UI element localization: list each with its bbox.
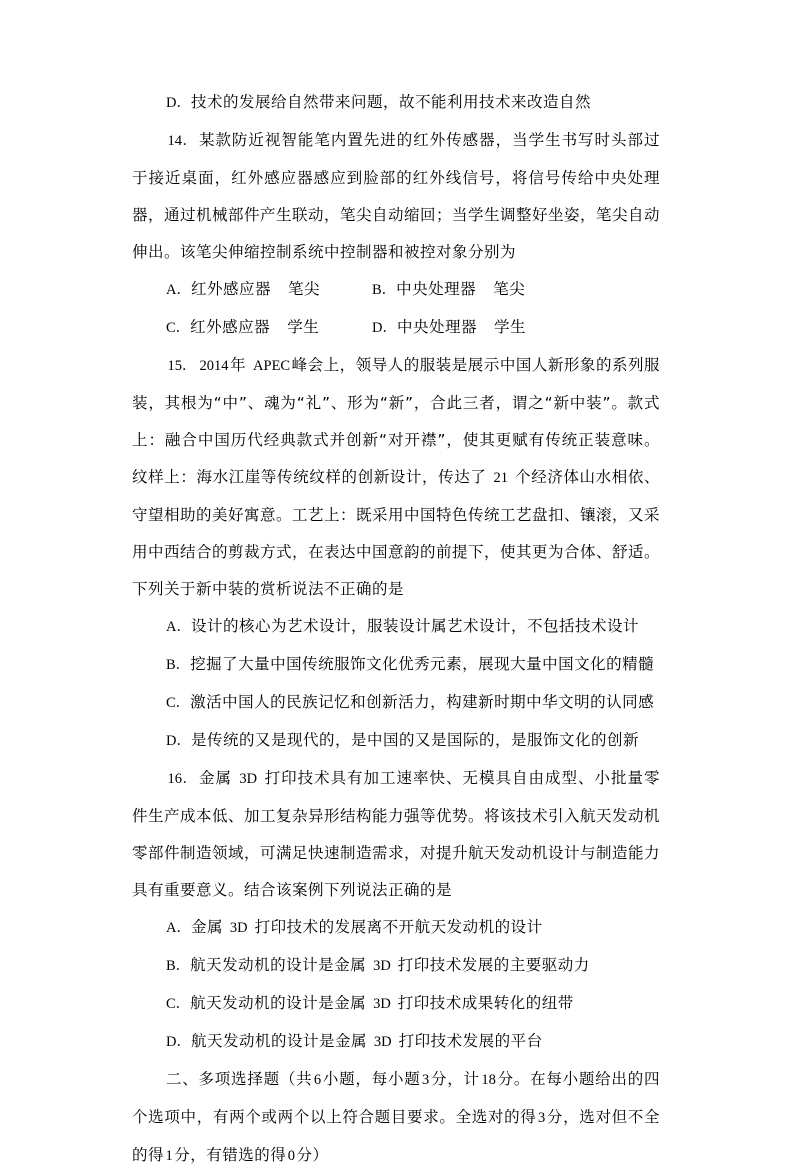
section-heading-part-3: 分，计 <box>430 1070 480 1088</box>
option-text: 挖掘了大量中国传统服饰文化优秀元素，展现大量中国文化的精髓 <box>190 655 655 673</box>
question-15-economy-count: 21 <box>493 470 509 486</box>
option-marker: D． <box>166 95 191 111</box>
option-subject: 中央处理器 <box>396 318 477 336</box>
option-marker: D． <box>372 320 397 336</box>
option-16-a <box>132 909 660 947</box>
option-technology: 3D <box>373 996 391 1012</box>
question-14-option-row-1 <box>132 271 660 309</box>
section-points-wrong: 0 <box>287 1148 296 1164</box>
option-14-c <box>166 309 372 347</box>
option-15-d <box>132 722 660 760</box>
question-14-stem <box>132 122 660 271</box>
question-14-option-row-2 <box>132 309 660 347</box>
question-15-stem-part-4: 个经济体山水相依、守望相助的美好寓意。工艺上：既采用中国特色传统工艺盘扣、镶滚，又采用中西结合的剪裁方式，在表达中国意韵的前提下，使其更为合体、舒适。下列关于新中装的赏析说法不正确的是 <box>132 468 661 598</box>
section-points-full-correct: 3 <box>537 1110 546 1126</box>
section-points-each: 3 <box>422 1072 430 1088</box>
option-16-c <box>132 985 660 1023</box>
option-16-b <box>132 947 660 985</box>
section-points-partial: 1 <box>165 1148 173 1164</box>
question-16-number: 16． <box>167 771 198 787</box>
section-points-total: 18 <box>481 1072 496 1088</box>
option-text-pre: 航天发动机的设计是金属 <box>190 994 372 1012</box>
section-heading-part-1: 二、多项选择题（共 <box>166 1070 313 1088</box>
option-16-d <box>132 1023 660 1061</box>
question-15-stem-part-2: 年 <box>230 356 252 374</box>
option-subject: 中央处理器 <box>396 280 477 298</box>
option-text-post: 打印技术发展的主要驱动力 <box>392 956 590 974</box>
option-text: 是传统的又是现代的，是中国的又是国际的，是服饰文化的创新 <box>190 731 639 749</box>
option-marker: A． <box>166 920 191 936</box>
option-text-post: 打印技术成果转化的纽带 <box>392 994 574 1012</box>
option-15-a <box>132 608 660 646</box>
question-15-number: 15． <box>167 358 197 374</box>
option-technology: 3D <box>229 920 248 936</box>
option-marker: B． <box>166 958 191 974</box>
option-text-pre: 航天发动机的设计是金属 <box>190 1032 373 1050</box>
option-text: 激活中国人的民族记忆和创新活力，构建新时期中华文明的认同感 <box>190 693 655 711</box>
option-marker: D． <box>166 1034 191 1050</box>
option-subject: 红外感应器 <box>190 318 271 336</box>
option-object: 学生 <box>287 318 320 336</box>
option-marker: C． <box>166 996 191 1012</box>
section-heading-part-7: 分） <box>296 1146 329 1164</box>
option-text-post: 打印技术的发展离不开航天发动机的设计 <box>249 918 543 936</box>
option-subject: 红外感应器 <box>190 280 271 298</box>
option-14-b <box>372 271 525 309</box>
option-15-c <box>132 684 660 722</box>
option-14-a <box>166 271 372 309</box>
text-column <box>132 84 660 1175</box>
option-object: 学生 <box>494 318 527 336</box>
option-text-pre: 金属 <box>190 918 229 936</box>
section-heading-multiple-choice <box>132 1061 660 1175</box>
question-16-stem-part-1: 金属 <box>199 769 238 787</box>
section-heading-part-4: 分。在每小题给出的四个选项中，有两个或两个以上符合题目要求。全选对的得 <box>132 1070 660 1126</box>
section-heading-part-5: 分，选对但不全的得 <box>132 1108 660 1164</box>
option-marker: A． <box>166 619 191 635</box>
option-technology: 3D <box>373 1034 392 1050</box>
question-16-stem-part-2: 打印技术具有加工速率快、无模具自由成型、小批量零件生产成本低、加工复杂异形结构能力强等优势。将该技术引入航天发动机零部件制造领域，可满足快速制造需求，对提升航天发动机设计与制造能力具有重要意义。结合该案例下列说法正确的是 <box>132 769 661 899</box>
option-object: 笔尖 <box>288 280 321 298</box>
section-heading-part-6: 分，有错选的得 <box>174 1146 287 1164</box>
question-15-year: 2014 <box>199 358 229 374</box>
option-text: 技术的发展给自然带来问题，故不能利用技术来改造自然 <box>190 93 591 111</box>
option-text-pre: 航天发动机的设计是金属 <box>190 956 372 974</box>
option-marker: B． <box>372 282 397 298</box>
question-16-stem <box>132 760 660 909</box>
question-15-stem <box>132 347 660 608</box>
question-14-number: 14． <box>167 133 198 149</box>
question-15-acronym: APEC <box>253 358 291 374</box>
question-14-stem-text: 某款防近视智能笔内置先进的红外传感器，当学生书写时头部过于接近桌面，红外感应器感应到脸部的红外线信号，将信号传给中央处理器，通过机械部件产生联动，笔尖自动缩回；当学生调整好坐姿，笔尖自动伸出。该笔尖伸缩控制系统中控制器和被控对象分别为 <box>132 131 661 261</box>
option-15-b <box>132 646 660 684</box>
option-row-carryover-d <box>132 84 660 122</box>
section-question-count: 6 <box>313 1072 322 1088</box>
option-marker: D． <box>166 733 191 749</box>
question-15-stem-part-3: 峰会上，领导人的服装是展示中国人新形象的系列服装，其根为“中”、魂为“礼”、形为“新”，合此三者，谓之“新中装”。款式上：融合中国历代经典款式并创新“对开襟”，使其更赋有传统正装意味。纹样上：海水江崖等传统纹样的创新设计，传达了 <box>132 356 660 486</box>
option-object: 笔尖 <box>493 280 526 298</box>
option-marker: A． <box>166 282 191 298</box>
option-marker: C． <box>166 320 191 336</box>
option-marker: B． <box>166 657 191 673</box>
question-16-technology: 3D <box>239 771 258 787</box>
option-marker: C． <box>166 695 191 711</box>
option-14-d <box>372 309 526 347</box>
option-technology: 3D <box>373 958 391 974</box>
section-heading-part-2: 小题，每小题 <box>322 1070 421 1088</box>
option-text: 设计的核心为艺术设计，服装设计属艺术设计，不包括技术设计 <box>190 617 639 635</box>
option-text-post: 打印技术发展的平台 <box>393 1032 543 1050</box>
